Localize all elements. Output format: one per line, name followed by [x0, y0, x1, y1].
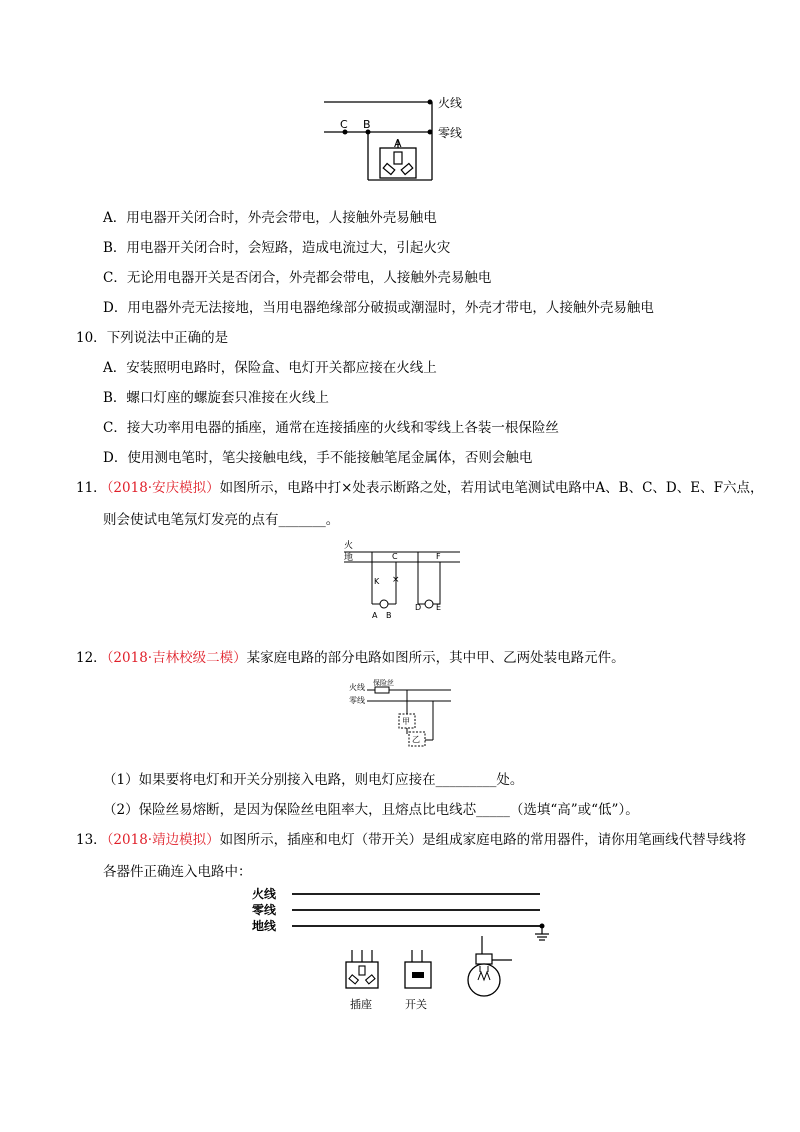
figure-q13-circuit	[250, 884, 560, 1016]
question-11	[76, 478, 763, 498]
fig1-neutral-label: 零线	[438, 126, 463, 140]
figure-q11-circuit	[340, 538, 465, 624]
fig2-label-f: F	[436, 552, 441, 561]
fig2-label-c: C	[392, 552, 398, 561]
fig2-label-e: E	[436, 603, 442, 612]
question-stem: 下列说法中正确的是	[106, 330, 229, 346]
question-13-line2: 各器件正确连入电路中：	[103, 864, 252, 880]
fig4-socket-label: 插座	[350, 998, 372, 1011]
fig4-ground-label: 地线	[252, 919, 277, 933]
question-source: （2018·靖边模拟）	[106, 832, 220, 848]
fig3-jia-label: 甲	[402, 717, 410, 726]
q9-option-b: B．用电器开关闭合时，会短路，造成电流过大，引起火灾	[103, 240, 451, 256]
fig2-label-d: D	[415, 603, 422, 612]
question-12	[76, 648, 625, 668]
question-10	[76, 328, 228, 348]
q10-option-a: A．安装照明电路时，保险盒、电灯开关都应接在火线上	[103, 360, 437, 376]
fig1-live-label: 火线	[438, 96, 463, 110]
q12-sub-2: （2）保险丝易熔断，是因为保险丝电阻率大，且熔点比电线芯_____（选填“高”或“低”）。	[103, 802, 639, 818]
fig2-live-label: 火	[344, 541, 354, 551]
question-stem: 如图所示，电路中打×处表示断路之处，若用试电笔测试电路中A、B、C、D、E、F六点，	[219, 480, 764, 496]
question-11-line2: 则会使试电笔氖灯发亮的点有_______。	[103, 512, 340, 528]
fig3-yi-label: 乙	[412, 735, 420, 744]
question-source: （2018·安庆模拟）	[106, 480, 220, 496]
q9-option-a: A．用电器开关闭合时，外壳会带电，人接触外壳易触电	[103, 210, 437, 226]
fig2-label-b: B	[386, 611, 392, 620]
question-number: 10．	[76, 330, 107, 346]
fig2-break-mark: ×	[392, 575, 400, 585]
fig1-label-c: C	[340, 118, 348, 131]
question-stem: 某家庭电路的部分电路如图所示，其中甲、乙两处装电路元件。	[246, 650, 625, 666]
fig1-label-a: A	[394, 137, 402, 150]
figure-q9-circuit	[320, 90, 490, 190]
q9-option-d: D．用电器外壳无法接地，当用电器绝缘部分破损或潮湿时，外壳才带电，人接触外壳易触电	[103, 300, 654, 316]
fig2-label-k: K	[374, 577, 380, 586]
q12-sub-1: （1）如果要将电灯和开关分别接入电路，则电灯应接在_________处。	[103, 772, 524, 788]
q10-option-d: D．使用测电笔时，笔尖接触电线，手不能接触笔尾金属体，否则会触电	[103, 450, 533, 466]
fig1-label-b: B	[363, 118, 371, 131]
question-13	[76, 830, 746, 850]
q10-option-c: C．接大功率用电器的插座，通常在连接插座的火线和零线上各装一根保险丝	[103, 420, 559, 436]
fig4-live-label: 火线	[252, 887, 277, 901]
q10-option-b: B．螺口灯座的螺旋套只准接在火线上	[103, 390, 329, 406]
question-number: 13．	[76, 832, 107, 848]
fig3-fuse-label: 保险丝	[373, 679, 394, 687]
q9-option-c: C．无论用电器开关是否闭合，外壳都会带电，人接触外壳易触电	[103, 270, 492, 286]
figure-q12-circuit	[345, 676, 455, 752]
question-number: 11．	[76, 480, 107, 496]
fig3-live-label: 火线	[349, 683, 365, 692]
fig3-neutral-label: 零线	[349, 696, 365, 705]
question-stem: 如图所示，插座和电灯（带开关）是组成家庭电路的常用器件，请你用笔画线代替导线将	[219, 832, 747, 848]
fig2-ground-label: 地	[344, 553, 354, 563]
fig4-switch-label: 开关	[405, 998, 427, 1011]
question-number: 12．	[76, 650, 107, 666]
question-source: （2018·吉林校级二模）	[106, 650, 247, 666]
fig2-label-a: A	[372, 611, 378, 620]
fig4-neutral-label: 零线	[252, 903, 277, 917]
